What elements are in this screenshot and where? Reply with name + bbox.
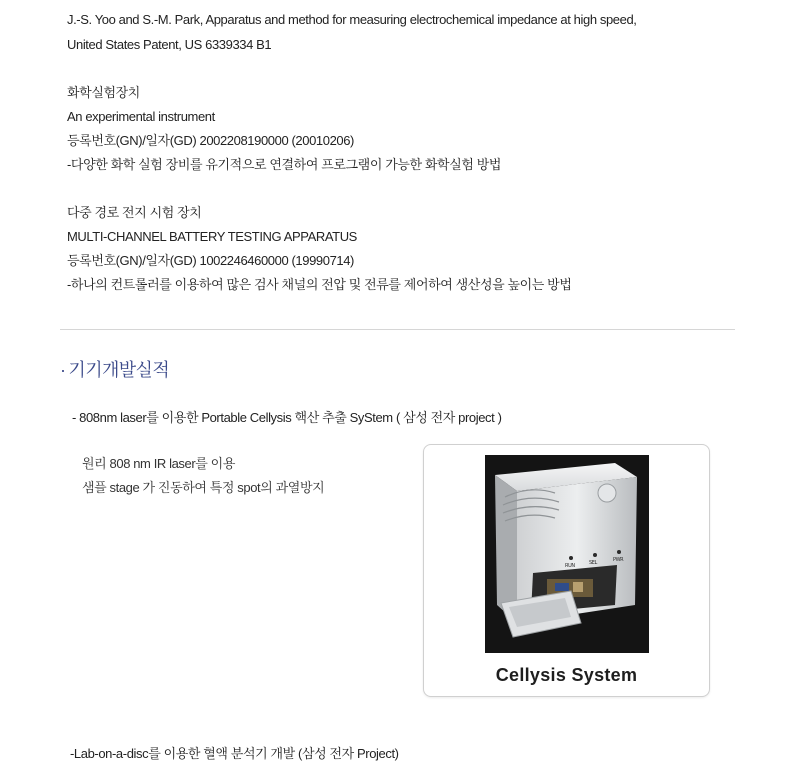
device-photo-card <box>423 444 710 697</box>
section-divider <box>60 329 735 330</box>
bullet-icon: · <box>60 360 66 380</box>
patent-3-title-en: MULTI-CHANNEL BATTERY TESTING APPARATUS <box>67 229 357 244</box>
patent-2-registration: 등록번호(GN)/일자(GD) 2002208190000 (20010206) <box>67 133 354 148</box>
project-1-desc-1: 원리 808 nm IR laser를 이용 <box>82 456 235 471</box>
project-1-desc-2: 샘플 stage 가 진동하여 특정 spot의 과열방지 <box>82 480 325 495</box>
panel-label-run: RUN <box>565 563 575 569</box>
project-2-title: -Lab-on-a-disc를 이용한 혈액 분석기 개발 (삼성 전자 Project) <box>70 746 399 761</box>
patent-2-title-ko: 화학실험장치 <box>67 85 140 100</box>
panel-label-pwr: PWR <box>613 557 624 563</box>
device-photo <box>485 455 649 653</box>
section-heading-text: 기기개발실적 <box>68 360 170 380</box>
panel-label-sel: SEL <box>589 560 597 566</box>
patent-3-summary: -하나의 컨트롤러를 이용하여 많은 검사 채널의 전압 및 전류를 제어하여 생산성을 높이는 방법 <box>67 277 572 292</box>
cellysis-device-illustration <box>485 455 649 653</box>
patent-2-summary: -다양한 화학 실험 장비를 유기적으로 연결하여 프로그램이 가능한 화학실험 방법 <box>67 157 502 172</box>
photo-caption: Cellysis System <box>495 665 638 685</box>
patent-1-line-2: United States Patent, US 6339334 B1 <box>67 37 272 52</box>
patent-3-title-ko: 다중 경로 전지 시험 장치 <box>67 205 202 220</box>
patent-2-title-en: An experimental instrument <box>67 109 215 124</box>
section-heading <box>60 356 169 382</box>
project-1-title: - 808nm laser를 이용한 Portable Cellysis 핵산 추출 SyStem ( 삼성 전자 project ) <box>72 410 502 425</box>
patent-3-registration: 등록번호(GN)/일자(GD) 1002246460000 (19990714) <box>67 253 354 268</box>
patent-1-line-1: J.-S. Yoo and S.-M. Park, Apparatus and method for measuring electrochemical impedance at high speed, <box>67 12 637 27</box>
